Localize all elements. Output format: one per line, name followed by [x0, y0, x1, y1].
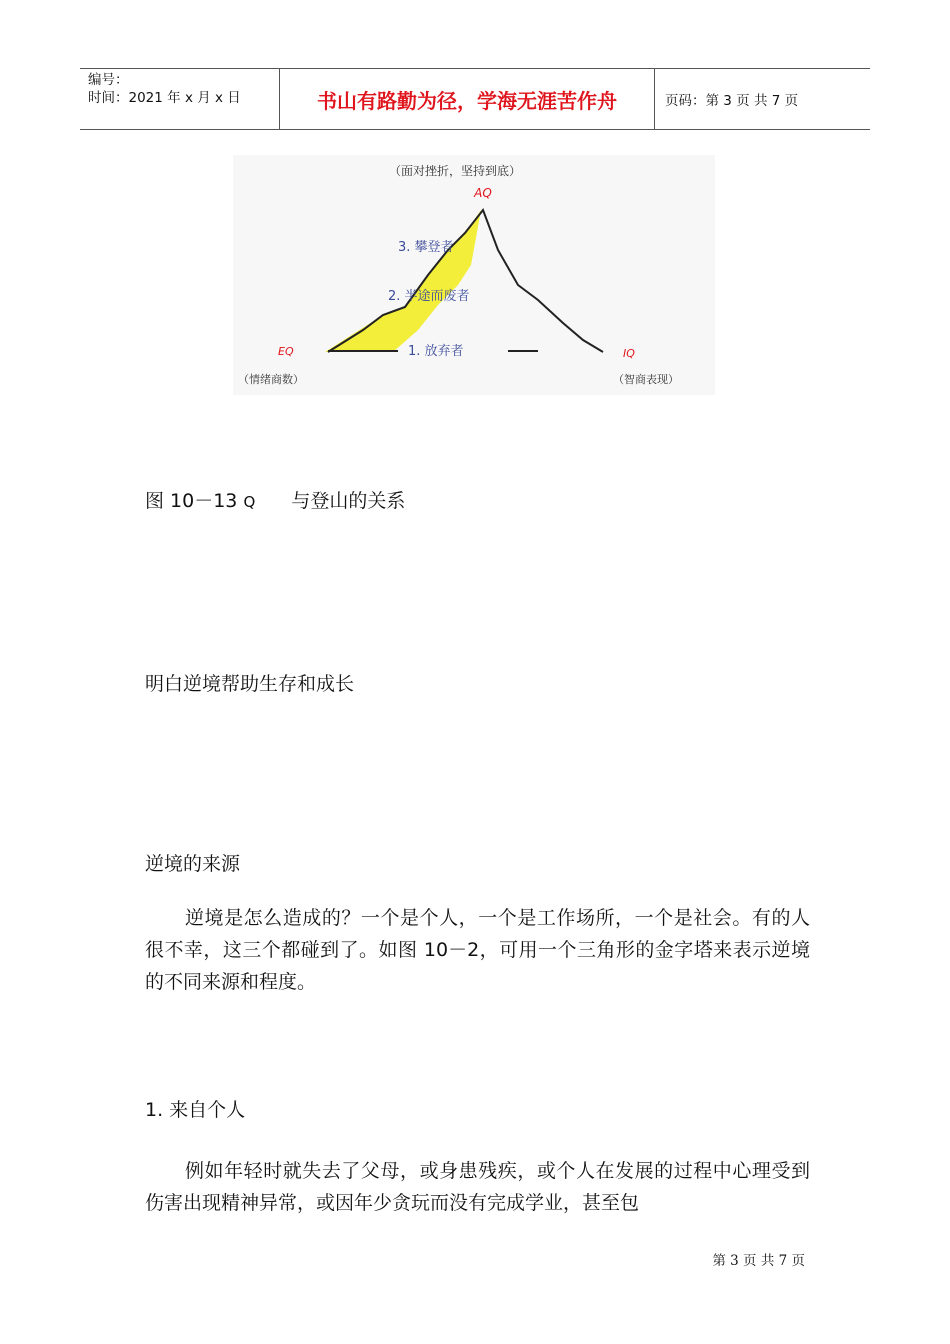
figure-level-1: 1. 放弃者 — [408, 344, 464, 359]
paragraph-source-intro: 逆境是怎么造成的？一个是个人，一个是工作场所，一个是社会。有的人很不幸，这三个都碰到了。如图 10－2，可用一个三角形的金字塔来表示逆境的不同来源和程度。 — [145, 907, 810, 993]
number-label: 编号： — [88, 72, 129, 88]
caption-prefix: 图 10－13 — [145, 490, 238, 512]
mountain-figure — [233, 155, 715, 395]
caption-q: Q — [243, 493, 256, 511]
figure-right-label: IQ — [623, 347, 635, 360]
figure-level-3: 3. 攀登者 — [398, 240, 454, 255]
figure-level-2: 2. 半途而废者 — [388, 289, 470, 304]
figure-top-note: （面对挫折，坚持到底） — [388, 164, 522, 178]
figure-left-label: EQ — [278, 345, 294, 358]
time-label: 时间：2021 年 x 月 x 日 — [88, 90, 241, 106]
heading-from-individual: 1. 来自个人 — [145, 1099, 246, 1121]
figure-left-note: （情绪商数） — [238, 373, 304, 386]
header-page-info: 页码：第 3 页 共 7 页 — [665, 93, 799, 109]
page-footer: 第 3 页 共 7 页 — [712, 1253, 805, 1269]
yellow-climb-area — [325, 210, 481, 352]
header-meta — [80, 69, 280, 129]
heading-adversity-source: 逆境的来源 — [145, 853, 241, 875]
heading-adversity-growth: 明白逆境帮助生存和成长 — [145, 673, 355, 695]
figure-caption — [145, 486, 405, 513]
paragraph-individual: 例如年轻时就失去了父母，或身患残疾，或个人在发展的过程中心理受到伤害出现精神异常，或因年少贪玩而没有完成学业，甚至包 — [145, 1160, 810, 1214]
header-motto: 书山有路勤为径，学海无涯苦作舟 — [280, 69, 655, 129]
caption-suffix: 与登山的关系 — [291, 490, 406, 512]
mountain-diagram — [233, 155, 715, 395]
figure-right-note: （智商表现） — [613, 373, 679, 386]
figure-peak-label: AQ — [474, 186, 492, 200]
page-header — [80, 68, 870, 130]
